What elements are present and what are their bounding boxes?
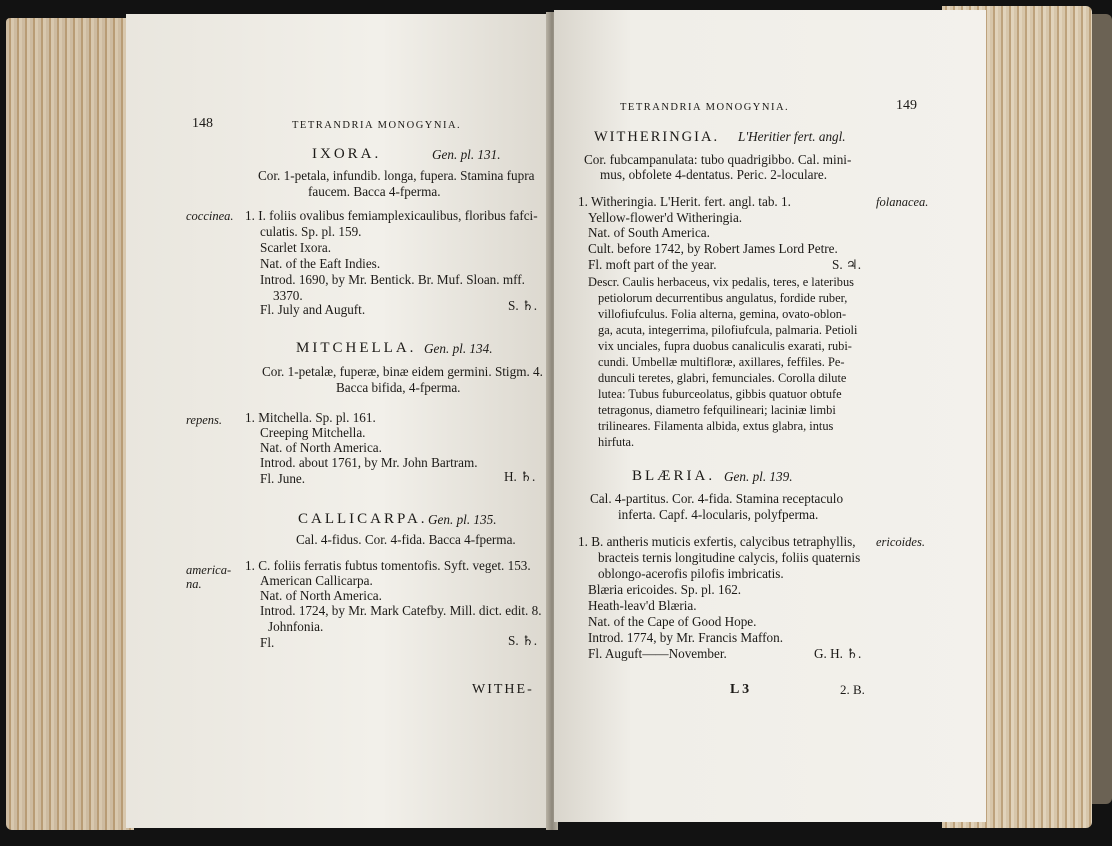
description-line: trilineares. Filamenta albida, extus glabra, intus (598, 419, 834, 433)
introduction-note: Introd. 1724, by Mr. Mark Catefby. Mill. dict. edit. 8. (260, 603, 542, 618)
native-range: Nat. of North America. (260, 588, 382, 603)
page-number: 148 (192, 116, 213, 131)
common-name: Yellow-flower'd Witheringia. (588, 210, 743, 225)
description-line: Descr. Caulis herbaceus, vix pedalis, teres, e lateribus (588, 275, 854, 289)
margin-species-name: folanacea. (876, 195, 929, 209)
catchword: 2. B. (840, 682, 865, 697)
species-description: 1. Witheringia. L'Herit. fert. angl. tab. 1. (578, 194, 791, 209)
margin-species-name: coccinea. (186, 209, 234, 223)
species-description: bracteis ternis longitudine calycis, foliis quaternis (598, 550, 861, 565)
generic-character: Cal. 4-fidus. Cor. 4-fida. Bacca 4-fperma. (296, 532, 516, 547)
running-head: TETRANDRIA MONOGYNIA. (292, 120, 462, 131)
genus-heading: CALLICARPA. (298, 511, 428, 527)
flowering-time: Fl. Auguft——November. (588, 646, 727, 661)
introduction-note: Introd. 1690, by Mr. Bentick. Br. Muf. Sloan. mff. (260, 272, 525, 287)
species-description: 1. Mitchella. Sp. pl. 161. (245, 410, 376, 425)
genus-reference: Gen. pl. 135. (428, 512, 497, 527)
culture-mark: S. ♄. (508, 633, 538, 648)
generic-character: Cor. 1-petala, infundib. longa, fupera. Stamina fupra (258, 168, 535, 183)
generic-character: Bacca bifida, 4-fperma. (336, 380, 461, 395)
synonym: Johnfonia. (268, 619, 324, 634)
margin-species-name: na. (186, 577, 202, 591)
species-description: 1. B. antheris muticis exfertis, calycibus tetraphyllis, (578, 534, 856, 549)
genus-heading: IXORA. (312, 146, 382, 162)
culture-mark: S. ♃. (832, 257, 862, 272)
generic-character: Cor. 1-petalæ, fuperæ, binæ eidem germini. Stigm. 4. (262, 364, 543, 379)
common-name: Creeping Mitchella. (260, 425, 366, 440)
generic-character: faucem. Bacca 4-fperma. (308, 184, 441, 199)
genus-reference: Gen. pl. 131. (432, 147, 501, 162)
introduction-note: Introd. 1774, by Mr. Francis Maffon. (588, 630, 783, 645)
flowering-time: Fl. moft part of the year. (588, 257, 717, 272)
page-number: 149 (896, 98, 917, 113)
generic-character: inferta. Capf. 4-locularis, polyfperma. (618, 507, 819, 522)
genus-heading: MITCHELLA. (296, 340, 417, 356)
flowering-time: Fl. (260, 635, 275, 650)
genus-heading: BLÆRIA. (632, 468, 716, 484)
native-range: Nat. of North America. (260, 440, 382, 455)
introduction-note: Introd. about 1761, by Mr. John Bartram. (260, 455, 478, 470)
common-name: Scarlet Ixora. (260, 240, 332, 255)
description-line: vix unciales, fupra duobus canaliculis exarati, rubi- (598, 339, 852, 353)
culture-mark: H. ♄. (504, 469, 536, 484)
flowering-time: Fl. July and Auguft. (260, 302, 366, 317)
native-range: Nat. of the Eaft Indies. (260, 256, 381, 271)
description-line: hirfuta. (598, 435, 635, 449)
description-line: lutea: Tubus fuburceolatus, gibbis quatuor obtufe (598, 387, 842, 401)
generic-character: mus, obfolete 4-dentatus. Peric. 2-loculare. (600, 167, 828, 182)
left-page-edges (6, 18, 134, 830)
generic-character: Cal. 4-partitus. Cor. 4-fida. Stamina receptaculo (590, 491, 844, 506)
genus-reference: L'Heritier fert. angl. (738, 129, 846, 144)
description-line: villofiufculus. Folia alterna, gemina, ovato-oblon- (598, 307, 847, 321)
common-name: Heath-leav'd Blæria. (588, 598, 697, 613)
genus-heading: WITHERINGIA. (594, 129, 720, 145)
margin-species-name: repens. (186, 413, 222, 427)
description-line: tetragonus, diametro fefquilineari; laciniæ limbi (598, 403, 836, 417)
genus-reference: Gen. pl. 134. (424, 341, 493, 356)
common-name: American Callicarpa. (260, 573, 373, 588)
species-description: 1. I. foliis ovalibus femiamplexicaulibus, floribus fafci- (245, 208, 538, 223)
cultivation-note: Cult. before 1742, by Robert James Lord Petre. (588, 241, 838, 256)
description-line: ga, acuta, integerrima, pilofiufcula, palmaria. Petioli (598, 323, 858, 337)
running-head: TETRANDRIA MONOGYNIA. (620, 102, 790, 113)
species-description: 1. C. foliis ferratis fubtus tomentofis. Syft. veget. 153. (245, 558, 531, 573)
flowering-time: Fl. June. (260, 471, 306, 486)
catchword: WITHE- (472, 682, 534, 697)
introduction-note: 3370. (273, 288, 303, 303)
description-line: dunculi teretes, glabri, femunciales. Corolla dilute (598, 371, 847, 385)
species-description: oblongo-acerofis pilofis imbricatis. (598, 566, 784, 581)
description-line: cundi. Umbellæ multifloræ, axillares, feffiles. Pe- (598, 355, 845, 369)
generic-character: Cor. fubcampanulata: tubo quadrigibbo. Cal. mini- (584, 152, 852, 167)
margin-species-name: ericoides. (876, 535, 925, 549)
signature-mark: L 3 (730, 682, 750, 697)
species-description: culatis. Sp. pl. 159. (260, 224, 362, 239)
description-line: petiolorum decurrentibus angulatus, fordide ruber, (598, 291, 848, 305)
margin-species-name: america- (186, 563, 232, 577)
genus-reference: Gen. pl. 139. (724, 469, 793, 484)
native-range: Nat. of South America. (588, 225, 710, 240)
culture-mark: S. ♄. (508, 298, 538, 313)
culture-mark: G. H. ♄. (814, 646, 862, 661)
synonym: Blæria ericoides. Sp. pl. 162. (588, 582, 742, 597)
native-range: Nat. of the Cape of Good Hope. (588, 614, 757, 629)
